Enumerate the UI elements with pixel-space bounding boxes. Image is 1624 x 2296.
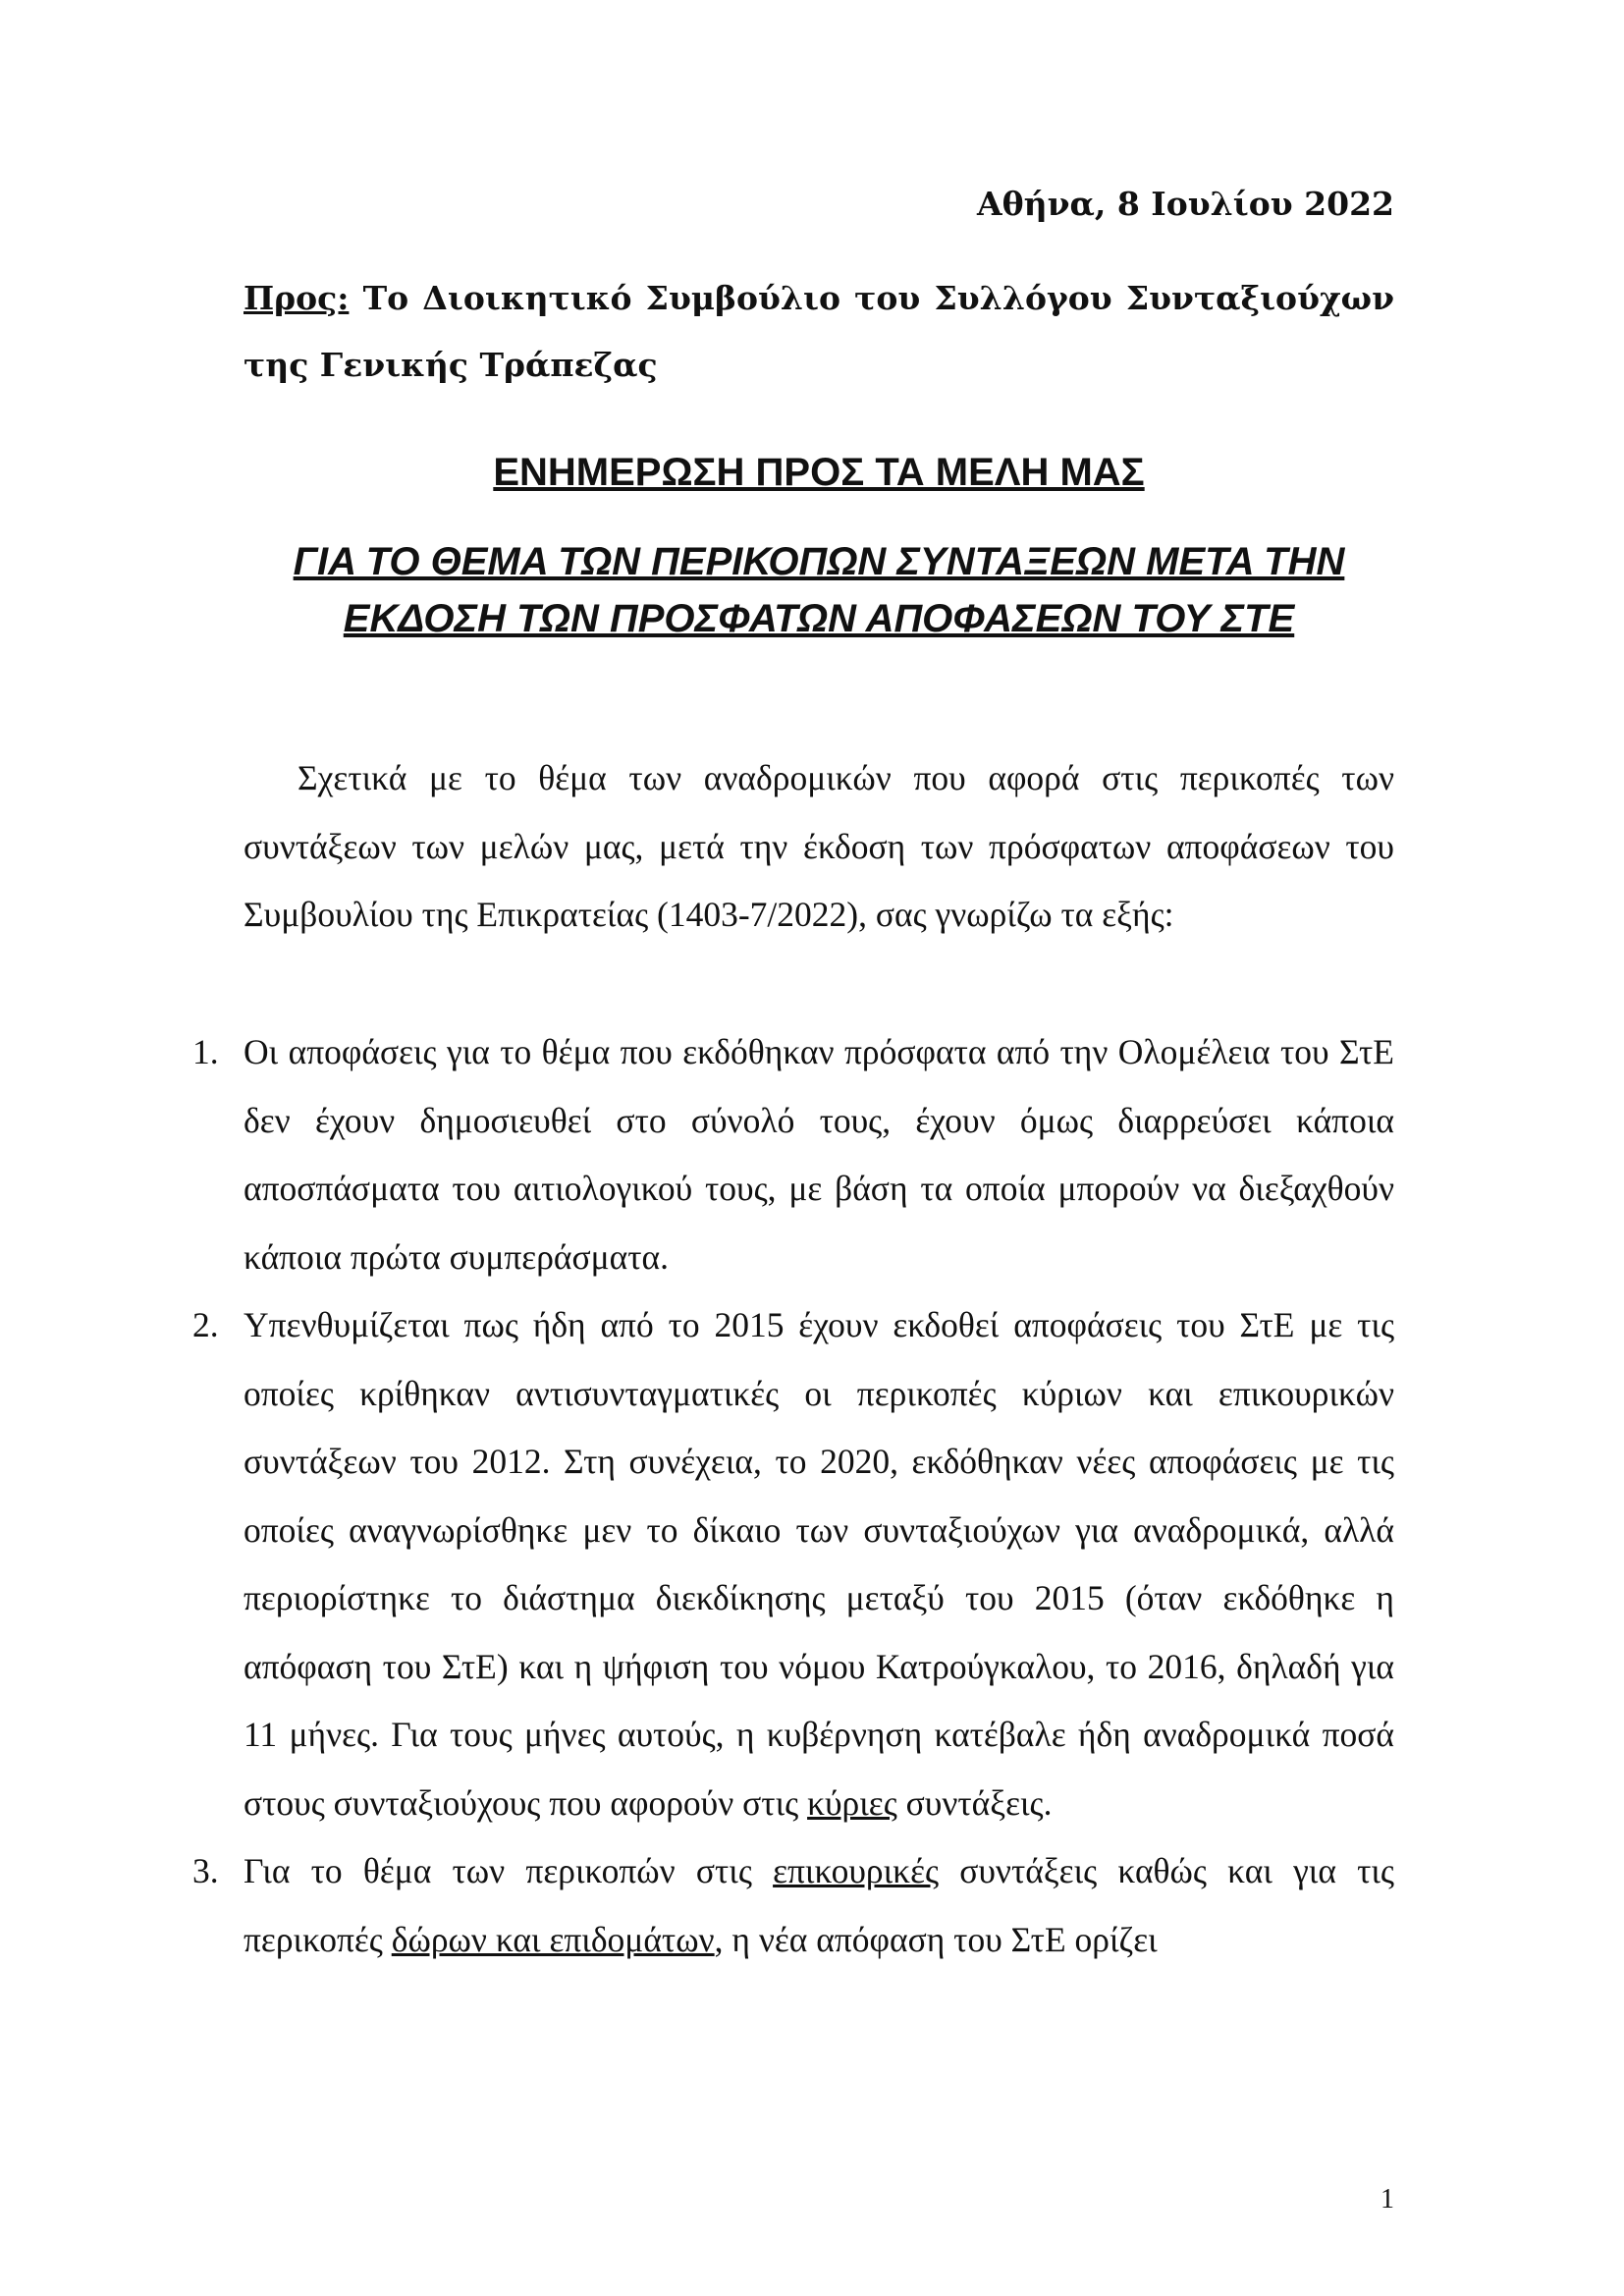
list-item	[192, 1018, 1394, 1291]
list-item	[192, 1291, 1394, 1837]
underlined-text: δώρων και επιδομάτων	[391, 1919, 715, 1959]
points-list	[192, 1018, 1394, 1974]
document-title: ΕΝΗΜΕΡΩΣΗ ΠΡΟΣ ΤΑ ΜΕΛΗ ΜΑΣ	[493, 451, 1145, 494]
list-number: 3.	[192, 1851, 219, 1890]
recipient-label: Προς:	[244, 279, 350, 317]
list-item	[192, 1837, 1394, 1974]
list-number: 2.	[192, 1305, 219, 1344]
recipient-text: Το Διοικητικό Συμβούλιο του Συλλόγου Συνταξιούχων της Γενικής Τράπεζας	[244, 279, 1394, 384]
list-item-text: συντάξεις.	[896, 1782, 1053, 1823]
underlined-text: κύριες	[807, 1782, 897, 1823]
list-item-text: Οι αποφάσεις για το θέμα που εκδόθηκαν πρόσφατα από την Ολομέλεια του ΣτΕ δεν έχουν δημοσιευθεί στο σύνολό τους, έχουν όμως διαρρεύσει κάποια αποσπάσματα του αιτιολογικού τους, με βάση τα οποία μπορούν να διεξαχθούν κάποια πρώτα συμπεράσματα.	[244, 1032, 1394, 1277]
list-number: 1.	[192, 1032, 219, 1071]
underlined-text: επικουρικές	[773, 1851, 940, 1890]
list-item-text: , η νέα απόφαση του ΣτΕ ορίζει	[714, 1919, 1158, 1959]
list-item-text: συντάξεις καθώς και για τις περικοπές	[244, 1851, 1394, 1959]
page-number: 1	[1380, 2184, 1394, 2214]
document-date: Αθήνα, 8 Ιουλίου 2022	[976, 185, 1394, 223]
list-item-text: Υπενθυμίζεται πως ήδη από το 2015 έχουν εκδοθεί αποφάσεις του ΣτΕ με τις οποίες κρίθηκαν αντισυνταγματικές οι περικοπές κύριων και επικουρικών συντάξεων του 2012. Στη συνέχεια, το 2020, εκδόθηκαν νέες αποφάσεις με τις οποίες αναγνωρίσθηκε μεν το δίκαιο των συνταξιούχων για αναδρομικά, αλλά περιορίστηκε το διάστημα διεκδίκησης μεταξύ του 2015 (όταν εκδόθηκε η απόφαση του ΣτΕ) και η ψήφιση του νόμου Κατρούγκαλου, το 2016, δηλαδή για 11 μήνες. Για τους μήνες αυτούς, η κυβέρνηση κατέβαλε ήδη αναδρομικά ποσά στους συνταξιούχους που αφορούν στις	[244, 1305, 1394, 1823]
document-subtitle: ΓΙΑ ΤΟ ΘΕΜΑ ΤΩΝ ΠΕΡΙΚΟΠΩΝ ΣΥΝΤΑΞΕΩΝ ΜΕΤΑ ΤΗΝ ΕΚΔΟΣΗ ΤΩΝ ΠΡΟΣΦΑΤΩΝ ΑΠΟΦΑΣΕΩΝ ΤΟΥ ΣΤΕ	[293, 540, 1345, 640]
recipient-line	[244, 265, 1394, 399]
intro-paragraph: Σχετικά με το θέμα των αναδρομικών που αφορά στις περικοπές των συντάξεων των μελών μας, μετά την έκδοση των πρόσφατων αποφάσεων του Συμβουλίου της Επικρατείας (1403-7/2022), σας γνωρίζω τα εξής:	[244, 758, 1394, 934]
list-item-text: Για το θέμα των περικοπών στις	[244, 1851, 774, 1890]
